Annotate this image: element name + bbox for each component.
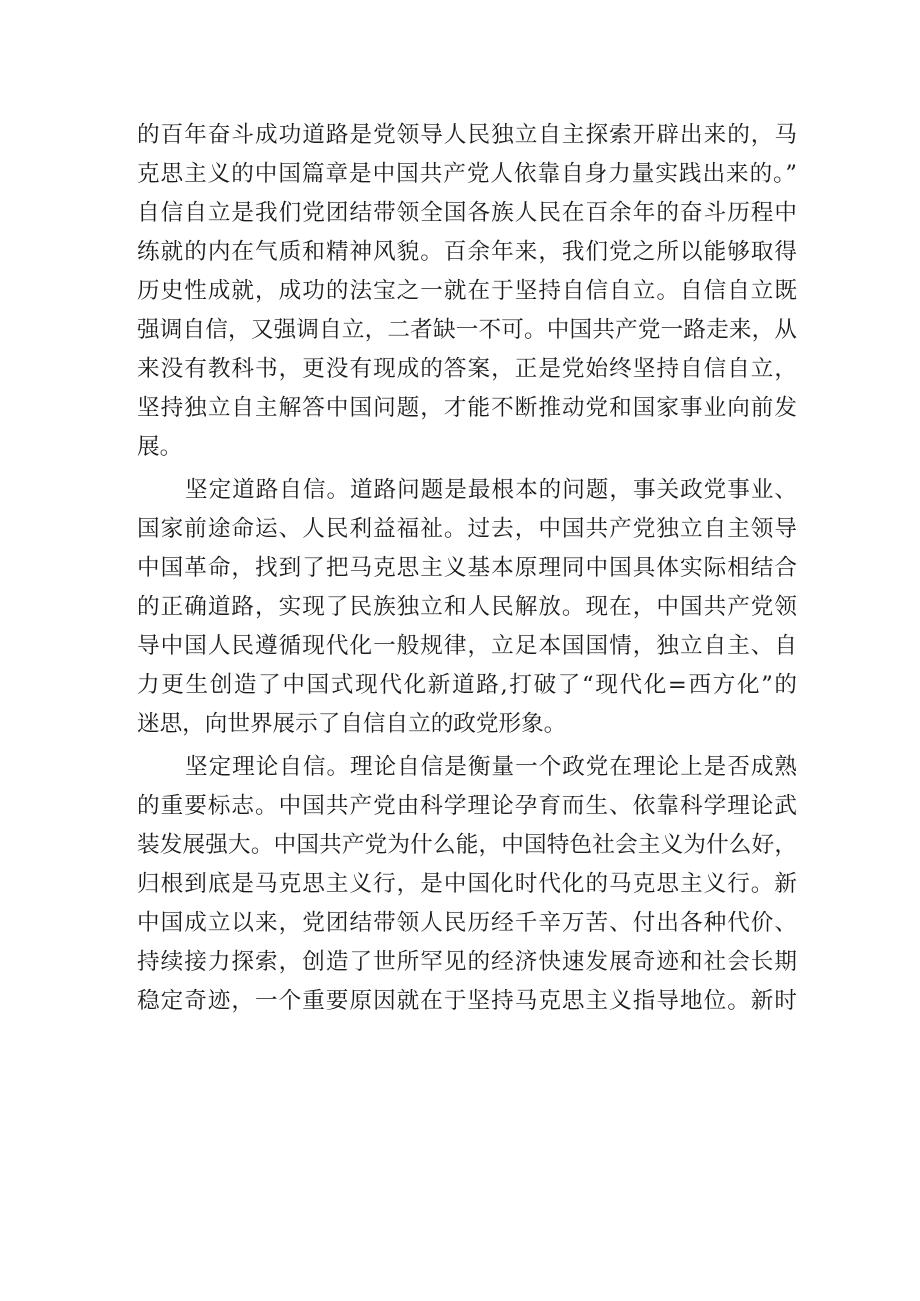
paragraph-line: 克思主义的中国篇章是中国共产党人依靠自身力量实践出来的。” (137, 161, 797, 187)
paragraph-line: 展。 (137, 434, 183, 460)
paragraph-line: 坚定道路自信。道路问题是最根本的问题，事关政党事业、 (185, 477, 797, 503)
paragraph-line: 持续接力探索，创造了世所罕见的经济快速发展奇迹和社会长期 (137, 949, 797, 975)
paragraph-line: 坚定理论自信。理论自信是衡量一个政党在理论上是否成熟 (185, 754, 797, 780)
paragraph-line: 自信自立是我们党团结带领全国各族人民在百余年的奋斗历程中 (137, 200, 797, 226)
paragraph-line: 的正确道路，实现了民族独立和人民解放。现在，中国共产党领 (137, 594, 797, 620)
paragraph-2 (137, 471, 797, 744)
paragraph-line: 的重要标志。中国共产党由科学理论孕育而生、依靠科学理论武 (137, 793, 797, 819)
paragraph-line: 国家前途命运、人民利益福祉。过去，中国共产党独立自主领导 (137, 516, 797, 542)
document-body (137, 116, 797, 1021)
paragraph-line: 中国革命，找到了把马克思主义基本原理同中国具体实际相结合 (137, 555, 797, 581)
paragraph-line: 中国成立以来，党团结带领人民历经千辛万苦、付出各种代价、 (137, 910, 797, 936)
paragraph-1 (137, 116, 797, 467)
paragraph-line: 归根到底是马克思主义行，是中国化时代化的马克思主义行。新 (137, 871, 797, 897)
paragraph-line: 的百年奋斗成功道路是党领导人民独立自主探索开辟出来的，马 (137, 122, 797, 148)
paragraph-line: 稳定奇迹，一个重要原因就在于坚持马克思主义指导地位。新时 (137, 988, 797, 1014)
paragraph-line: 历史性成就，成功的法宝之一就在于坚持自信自立。自信自立既 (137, 278, 797, 304)
paragraph-line: 导中国人民遵循现代化一般规律，立足本国国情，独立自主、自 (137, 633, 797, 659)
paragraph-3 (137, 748, 797, 1021)
paragraph-line: 迷思，向世界展示了自信自立的政党形象。 (137, 711, 567, 737)
paragraph-line: 装发展强大。中国共产党为什么能，中国特色社会主义为什么好， (137, 832, 797, 858)
paragraph-line: 坚持独立自主解答中国问题，才能不断推动党和国家事业向前发 (137, 395, 797, 421)
paragraph-line: 强调自信，又强调自立，二者缺一不可。中国共产党一路走来，从 (137, 317, 797, 343)
paragraph-line: 力更生创造了中国式现代化新道路,打破了“现代化=西方化”的 (137, 672, 797, 698)
paragraph-line: 来没有教科书，更没有现成的答案，正是党始终坚持自信自立， (137, 356, 797, 382)
paragraph-line: 练就的内在气质和精神风貌。百余年来，我们党之所以能够取得 (137, 239, 797, 265)
